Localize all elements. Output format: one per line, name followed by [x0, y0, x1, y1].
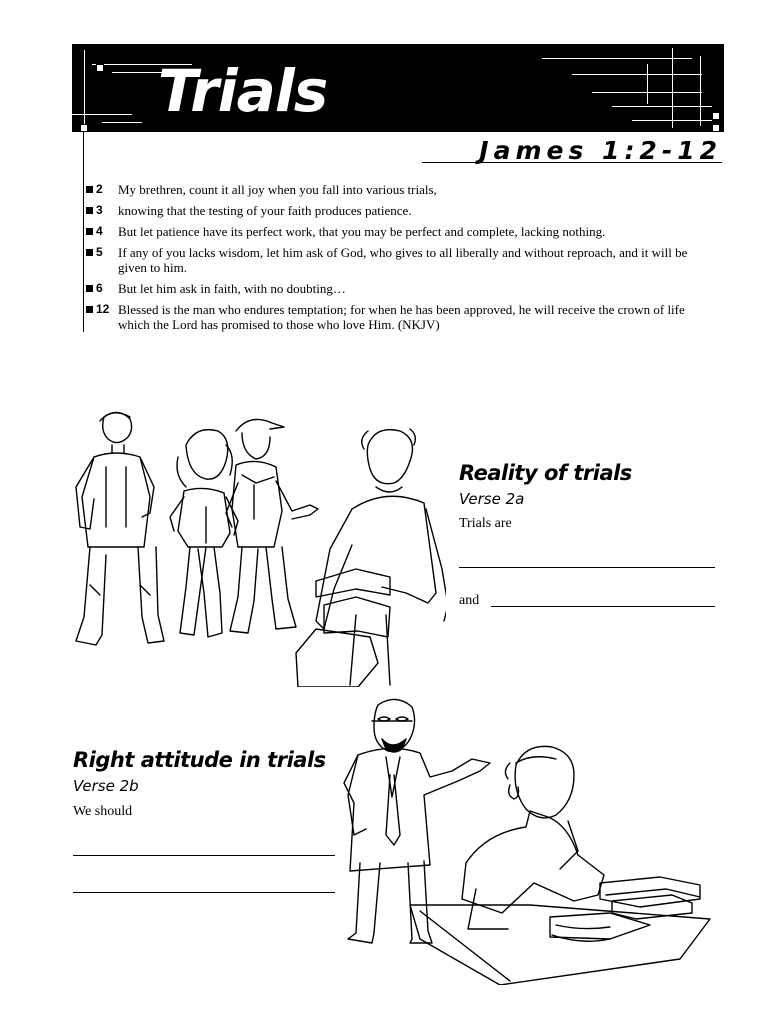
verse-text: Blessed is the man who endures temptation; for when he has been approved, he will receive the crown of life which the Lord has promised to those who love Him. (NKJV): [118, 302, 685, 332]
verse-text: My brethren, count it all joy when you fall into various trials,: [118, 182, 437, 197]
answer-line[interactable]: [73, 892, 335, 893]
answer-line[interactable]: [491, 606, 715, 607]
bullet-square-icon: [86, 285, 93, 292]
verse-item: [86, 302, 706, 332]
section-verse-attitude: Verse 2b: [73, 777, 139, 795]
teacher-and-student-illustration: [320, 695, 730, 985]
bullet-square-icon: [86, 306, 93, 313]
bullet-square-icon: [86, 228, 93, 235]
bullet-square-icon: [86, 249, 93, 256]
corner-square: [712, 112, 720, 120]
verse-item: [86, 224, 706, 239]
verse-item: [86, 203, 706, 218]
corner-square: [80, 124, 88, 132]
verse-item: [86, 281, 706, 296]
title-banner: [72, 44, 724, 132]
section-lead-reality: Trials are: [459, 516, 512, 531]
answer-line[interactable]: [459, 567, 715, 568]
verse-number: 3: [96, 203, 103, 217]
verse-item: [86, 245, 706, 275]
verse-text: If any of you lacks wisdom, let him ask of God, who gives to all liberally and without reproach, and it will be given to him.: [118, 245, 688, 275]
bullet-square-icon: [86, 186, 93, 193]
section-lead-attitude: We should: [73, 804, 133, 819]
corner-square: [96, 64, 104, 72]
verse-margin-rule: [83, 132, 84, 332]
group-of-teens-illustration: [66, 405, 446, 687]
verse-item: [86, 182, 706, 197]
verse-text: But let patience have its perfect work, that you may be perfect and complete, lacking nothing.: [118, 224, 606, 239]
scripture-reference: James 1:2-12: [479, 136, 722, 165]
bullet-square-icon: [86, 207, 93, 214]
verse-text: But let him ask in faith, with no doubting…: [118, 281, 346, 296]
teen-figure: [296, 429, 446, 687]
corner-square: [712, 124, 720, 132]
page-title: Trials: [158, 57, 328, 125]
verse-number: 12: [96, 302, 110, 316]
verse-number: 4: [96, 224, 103, 238]
teen-figure: [170, 430, 238, 637]
verse-number: 5: [96, 245, 103, 259]
section-title-attitude: Right attitude in trials: [73, 748, 326, 772]
student-figure: [462, 746, 604, 929]
verse-number: 6: [96, 281, 103, 295]
desk-and-books: [410, 877, 710, 985]
teen-figure: [76, 412, 164, 645]
section-verse-reality: Verse 2a: [459, 490, 525, 508]
verse-text: knowing that the testing of your faith produces patience.: [118, 203, 412, 218]
teen-figure: [226, 419, 318, 633]
teacher-figure: [344, 699, 490, 943]
verse-number: 2: [96, 182, 103, 196]
and-label: and: [459, 593, 480, 608]
section-title-reality: Reality of trials: [459, 461, 632, 485]
answer-line[interactable]: [73, 855, 335, 856]
verse-list: [86, 182, 706, 338]
